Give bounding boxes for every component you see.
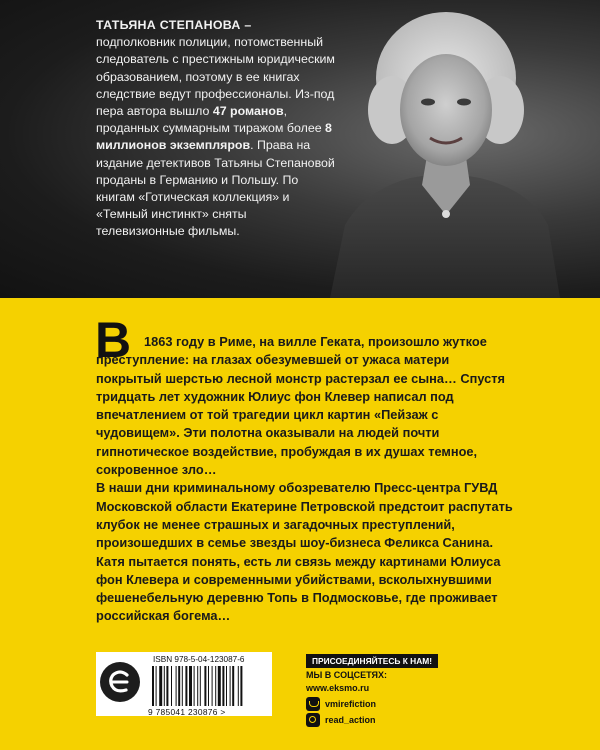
story-synopsis [96,333,516,626]
bio-novels-count: 47 романов [212,104,284,119]
synopsis-paragraph-2: В наши дни криминальному обозревателю Пресс-центра ГУВД Московской области Екатерине Петровской предстоит распутать клубок не менее страшных и загадочных преступлений, произошедших в семье звезды шоу-бизнеса Феликса Санина. [96,480,513,551]
instagram-handle: read_action [325,714,376,725]
author-photo-section [0,0,600,298]
drop-cap: В [95,312,132,368]
bio-copies-count: 8 миллионов экземпляров [96,121,332,153]
publisher-logo-icon [100,662,140,702]
bio-text-3: . Права на издание детективов Татьяны Степановой проданы в Германию и Польшу. По книгам «Готическая коллекция» и «Темный инстинкт» сняты телевизионные фильмы. [96,138,335,239]
instagram-icon [306,713,320,727]
social-heading: МЫ В СОЦСЕТЯХ: [306,670,388,680]
join-us-banner: ПРИСОЕДИНЯЙТЕСЬ К НАМ! [306,654,438,668]
barcode-icon [152,666,266,706]
barcode-panel [96,652,272,716]
synopsis-paragraph-3: Катя пытается понять, есть ли связь между картинами Юлиуса фон Клевера и современными убийствами, всколыхнувшими фешенебельную деревню Топь в Подмосковье, где проживает российская богема… [96,553,501,624]
isbn-number: ISBN 978-5-04-123087-6 [153,655,245,664]
vk-handle: vmirefiction [325,698,377,709]
vk-icon [306,697,320,711]
author-bio [96,17,336,241]
instagram-link[interactable] [306,713,387,727]
vk-link[interactable] [306,697,387,711]
website-link[interactable]: www.eksmo.ru [306,683,370,693]
author-name: ТАТЬЯНА СТЕПАНОВА – [96,18,252,32]
synopsis-paragraph-1: 1863 году в Риме, на вилле Геката, произошло жуткое преступление: на глазах обезумевшей от ужаса матери покрытый шерстью лесной монстр растерзал ее сына… Спустя тридцать лет художник Юлиус фон Клевер написал под впечатлением от той трагедии цикл картин «Пейзаж с чудовищем». Эти полотна оказывали на людей почти гипнотическое воздействие, пробуждая в их душах темное, сокровенное зло… [96,334,505,478]
barcode-digits: 9 785041 230876 > [148,707,226,717]
social-links [306,669,387,727]
bio-text-1: подполковник полиции, потомственный следователь с престижным юридическим образованием, поэтому в ее книгах следствие ведут профессионалы. Из-под пера автора вышло [96,35,335,119]
bio-text-2: , проданных суммарным тиражом более [96,104,326,136]
